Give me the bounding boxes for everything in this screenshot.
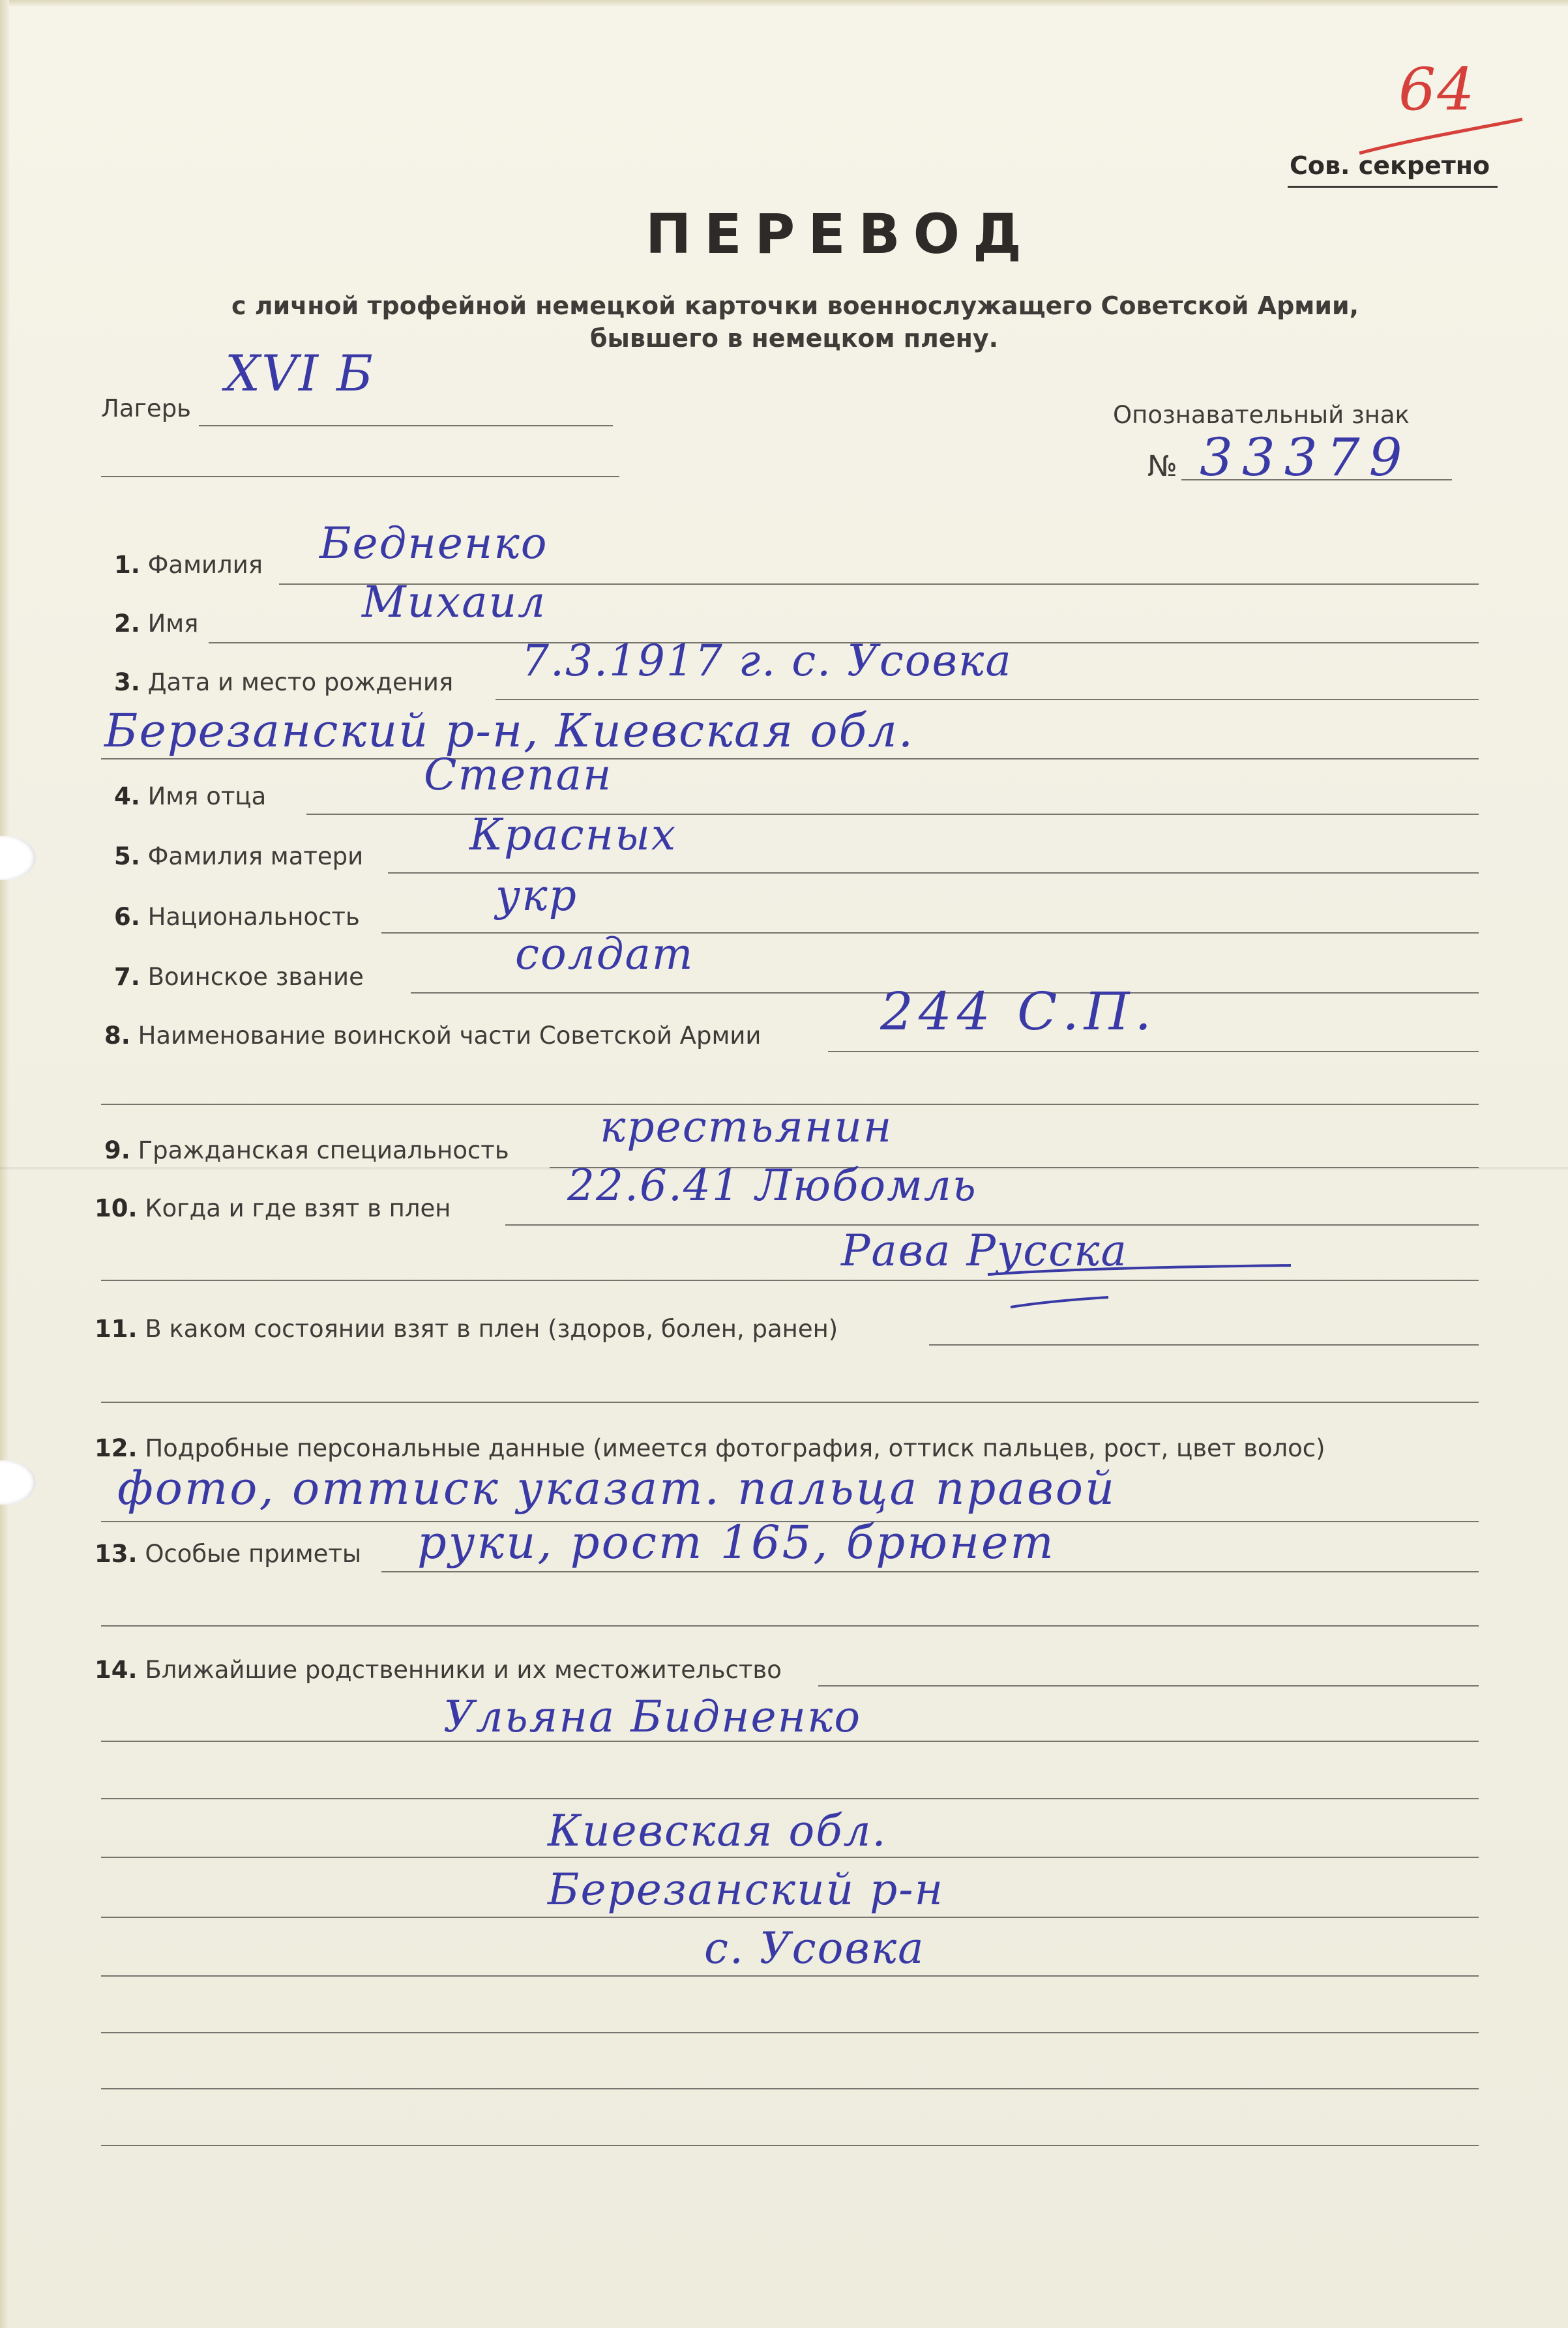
field-4-label: 4. Имя отца [114, 782, 267, 810]
field-14-line-3 [101, 1798, 1479, 1799]
field-9-value: крестьянин [600, 1102, 893, 1152]
field-2-label: 2. Имя [114, 610, 199, 638]
field-14-label: 14. Ближайшие родственники и их местожительство [95, 1656, 782, 1684]
paper-edge-left [0, 0, 9, 2328]
field-1-value: Бедненко [319, 518, 548, 568]
field-14-line-5 [101, 1917, 1479, 1918]
field-11-line [929, 1344, 1479, 1346]
camp-value: XVI Б [225, 344, 375, 402]
field-5-label: 5. Фамилия матери [114, 842, 364, 870]
field-13-line [381, 1571, 1479, 1572]
field-10-value-cont: Рава Русска [841, 1226, 1128, 1276]
field-10-line-2 [101, 1280, 1479, 1281]
field-11-line-2 [101, 1402, 1479, 1403]
field-11-label: 11. В каком состоянии взят в плен (здоров, болен, ранен) [95, 1315, 838, 1343]
field-4-value: Степан [424, 750, 613, 800]
field-8-value: 244 С.П. [880, 981, 1157, 1042]
field-10-underline-stroke [984, 1261, 1297, 1314]
field-14-line [818, 1685, 1479, 1687]
field-3-value-cont: Березанский р-н, Киевская обл. [104, 704, 915, 758]
field-6-label: 6. Национальность [114, 903, 360, 931]
number-sign: № [1147, 450, 1177, 483]
field-13-value: руки, рост 165, брюнет [417, 1516, 1056, 1569]
field-3-value: 7.3.1917 г. с. Усовка [522, 636, 1013, 686]
field-8-line [828, 1051, 1479, 1052]
field-10-label: 10. Когда и где взят в плен [95, 1194, 451, 1222]
field-13-line-2 [101, 1625, 1479, 1627]
field-6-value: укр [496, 870, 578, 921]
punch-hole [0, 836, 36, 880]
field-5-value: Красных [469, 810, 677, 860]
document-title: ПЕРЕВОД [645, 202, 1035, 266]
field-1-label: 1. Фамилия [114, 551, 263, 579]
field-12-value: фото, оттиск указат. пальца правой [117, 1462, 1117, 1515]
field-9-label: 9. Гражданская специальность [104, 1136, 509, 1164]
classification-underline [1288, 186, 1498, 188]
field-10-value: 22.6.41 Любомль [567, 1160, 977, 1211]
classification-stamp: Сов. секретно [1290, 151, 1490, 180]
field-8-label: 8. Наименование воинской части Советской Армии [104, 1022, 762, 1050]
field-3-line [496, 699, 1479, 700]
field-14-line-2 [101, 1741, 1479, 1742]
field-14-line-7 [101, 2032, 1479, 2033]
punch-hole [0, 1460, 36, 1505]
field-14-value-line4: с. Усовка [704, 1923, 925, 1973]
field-3-label: 3. Дата и место рождения [114, 668, 454, 696]
field-14-value-line3: Березанский р-н [548, 1864, 945, 1915]
field-7-value: солдат [515, 929, 694, 979]
field-14-line-9 [101, 2145, 1479, 2146]
camp-line [199, 425, 613, 426]
id-number-line [1181, 479, 1452, 480]
field-14-line-4 [101, 1857, 1479, 1858]
field-2-value: Михаил [362, 577, 547, 627]
field-14-value: Ульяна Бидненко [443, 1692, 862, 1742]
paper-edge-top [0, 0, 1568, 7]
field-14-line-8 [101, 2088, 1479, 2089]
document-subtitle-line1: с личной трофейной немецкой карточки военнослужащего Советской Армии, [231, 291, 1359, 320]
page-number: 64 [1398, 55, 1476, 124]
document-subtitle-line2: бывшего в немецком плену. [590, 324, 999, 353]
id-label: Опознавательный знак [1113, 401, 1410, 429]
field-12-label: 12. Подробные персональные данные (имеется фотография, оттиск пальцев, рост, цвет волос) [95, 1434, 1325, 1462]
id-number-value: 33379 [1200, 427, 1412, 488]
field-14-value-line2: Киевская обл. [548, 1806, 887, 1856]
field-3-line-2 [101, 758, 1479, 759]
camp-label: Лагерь [101, 394, 191, 422]
camp-line-2 [101, 476, 619, 477]
field-13-label: 13. Особые приметы [95, 1540, 362, 1568]
field-14-line-6 [101, 1975, 1479, 1977]
field-7-label: 7. Воинское звание [114, 963, 364, 991]
